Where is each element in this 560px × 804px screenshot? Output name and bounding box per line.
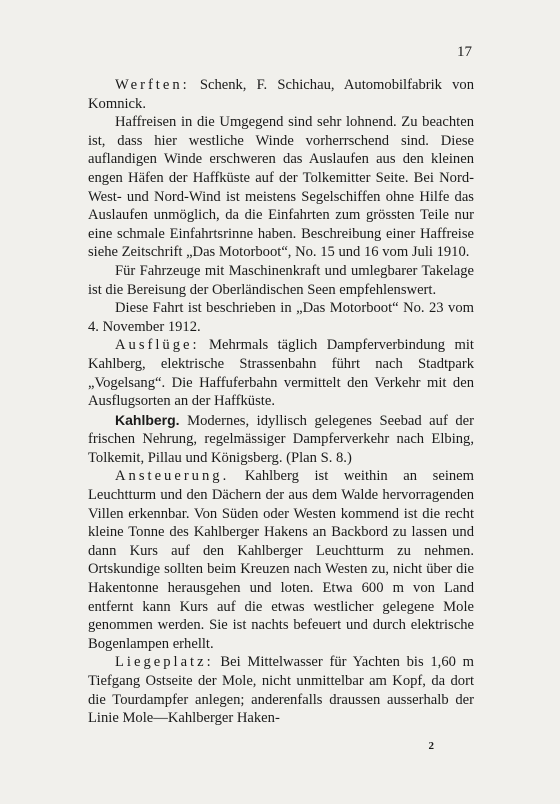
paragraph-kahlberg xyxy=(88,411,474,468)
paragraph-heading: Ansteuerung. xyxy=(115,468,230,485)
paragraph-heading: Kahlberg. xyxy=(115,411,180,428)
paragraph-text: Modernes, idyllisch gelegenes Seebad auf der frischen Nehrung, regelmässiger Dampferverkehr nach Elbing, Tolkemit, Pillau und Königsberg. (Plan S. 8.) xyxy=(88,412,474,466)
paragraph-text: Schenk, F. Schichau, Automobilfabrik von Komnick. xyxy=(88,77,474,112)
paragraph-fahrzeuge: Für Fahrzeuge mit Maschinenkraft und umlegbarer Takelage ist die Bereisung der Oberländischen Seen empfehlenswert. xyxy=(88,262,474,298)
paragraph-werften xyxy=(88,76,474,113)
paragraph-heading: Liegeplatz: xyxy=(115,654,214,671)
paragraph-text: Bei Mittelwasser für Yachten bis 1,60 m Tiefgang Ostseite der Mole, nicht unmittelbar am Kopf, da dort die Tourdampfer anlegen; anderenfalls draussen ausserhalb der Linie Mole—Kahlberger Haken- xyxy=(88,654,474,727)
page-number: 17 xyxy=(457,44,472,60)
paragraph-heading: Ausflüge: xyxy=(115,337,200,354)
paragraph-text: Kahlberg ist weithin an seinem Leuchtturm und den Dächern der aus dem Walde hervorragenden Villen erkennbar. Von Süden oder Westen kommend ist die recht kleine Tonne des Kahlberger Hakens an Backbord zu lassen und dann Kurs auf den Kahlberger Leuchtturm zu nehmen. Ortskundige sollten beim Kreuzen nach Westen zu, nicht über die Hakentonne herausgehen und loten. Etwa 600 m von Land entfernt kann Kurs auf die etwas westlicher gelegene Mole genommen werden. Sie ist nachts befeuert und durch elektrische Bogenlampen erhellt. xyxy=(88,468,474,652)
body-text xyxy=(88,76,474,728)
paragraph-text: Mehrmals täglich Dampferverbindung mit Kahlberg, elektrische Strassenbahn führt nach Stadtpark „Vogelsang“. Die Haffuferbahn vermittelt den Verkehr mit den Ausflugsorten an der Haffküste. xyxy=(88,337,474,410)
paragraph-fahrt: Diese Fahrt ist beschrieben in „Das Motorboot“ No. 23 vom 4. November 1912. xyxy=(88,300,474,335)
signature-mark: 2 xyxy=(428,740,434,752)
paragraph-heading: Werften: xyxy=(115,77,190,93)
paragraph-liegeplatz xyxy=(88,653,474,727)
paragraph-ansteuerung xyxy=(88,467,474,653)
paragraph-ausfluege xyxy=(88,336,474,410)
paragraph-haffreisen: Haffreisen in die Umgegend sind sehr lohnend. Zu beachten ist, dass hier westliche Winde vorherrschend sind. Diese auflandigen Winde erschweren das Auslaufen aus den kleinen engen Häfen der Haffküste auf der Tolkemitter Seite. Bei Nord-West- und Nord-Wind ist meistens Segelschiffen ohne Hilfe das Auslaufen unmöglich, da die Einfahrten zum grössten Teile nur eine schmale Einfahrtsrinne haben. Beschreibung einer Haffreise siehe Zeitschrift „Das Motorboot“, No. 15 und 16 vom Juli 1910. xyxy=(88,114,474,261)
